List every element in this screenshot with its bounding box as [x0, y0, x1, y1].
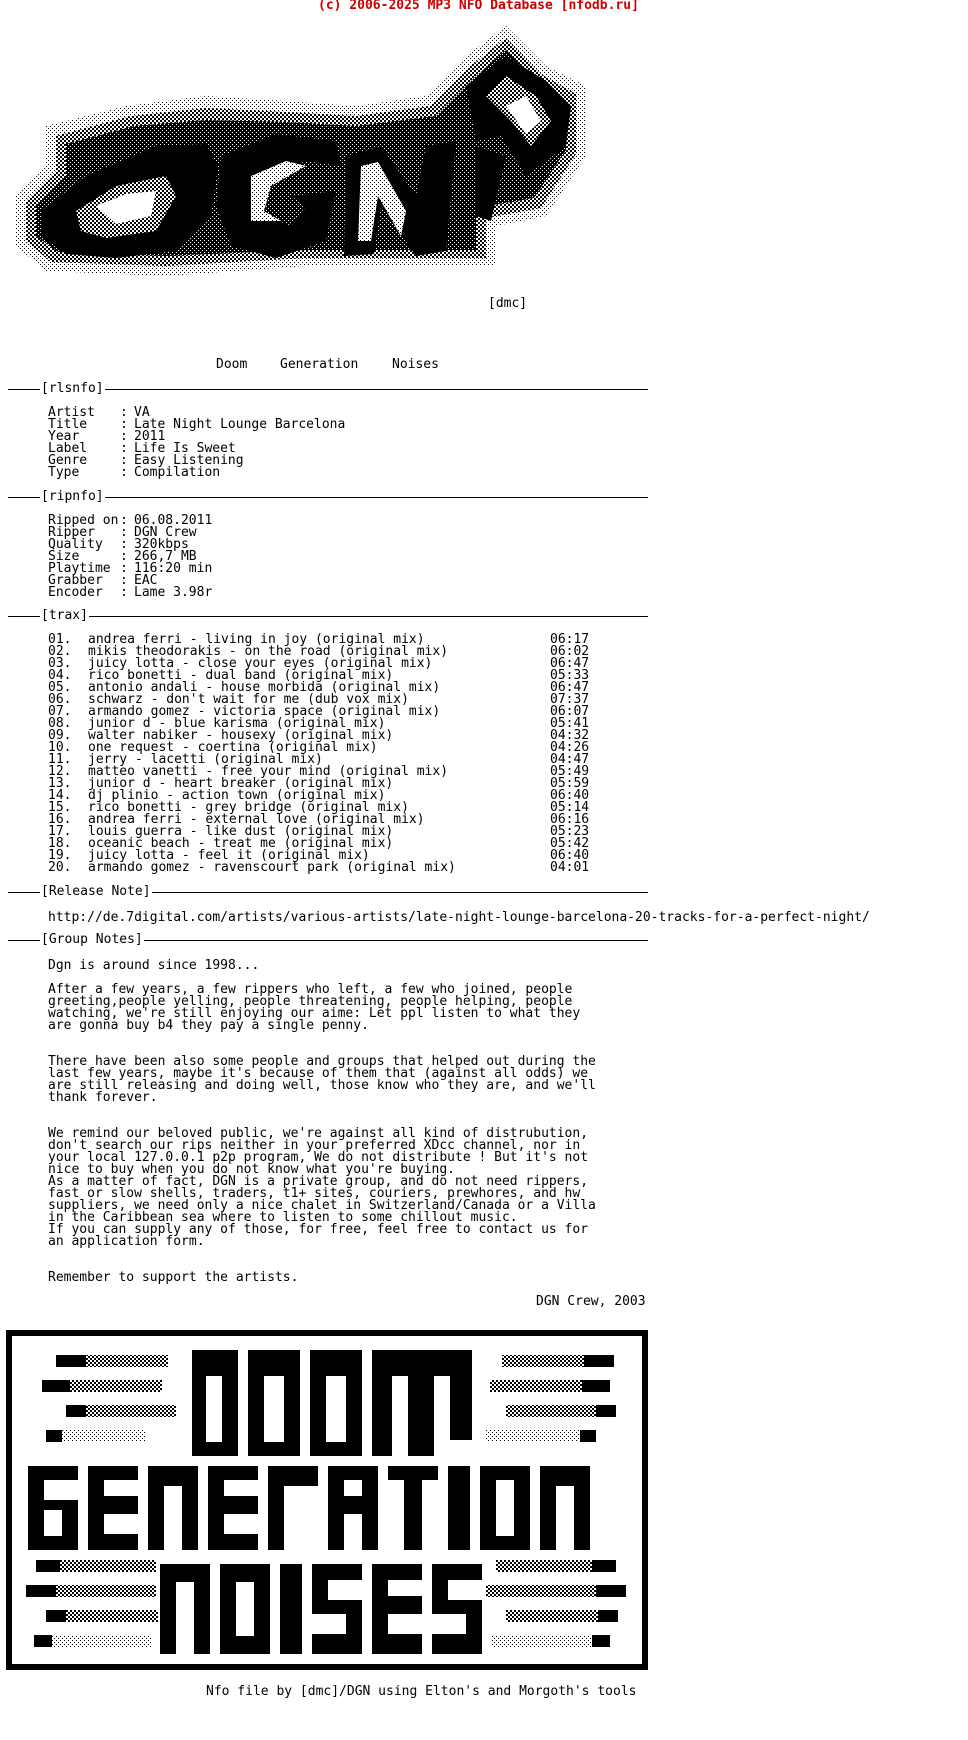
- track-time: 04:32: [550, 728, 590, 743]
- track-title: juicy lotta - close your eyes (original mix): [88, 656, 433, 671]
- dgn-logo-bottom: [6, 1330, 648, 1670]
- footer-credit: Nfo file by [dmc]/DGN using Elton's and Morgoth's tools: [206, 1684, 637, 1699]
- group-notes-line: Dgn is around since 1998...: [48, 958, 260, 973]
- ripnfo-field-key: Playtime: [48, 561, 111, 576]
- track-num: 19.: [48, 848, 72, 863]
- rlsnfo-field-key: Title: [48, 417, 88, 432]
- track-title: armando gomez - victoria space (original mix): [88, 704, 441, 719]
- group-notes-line: There have been also some people and groups that helped out during the: [48, 1054, 596, 1069]
- ripnfo-field-value: DGN Crew: [134, 525, 197, 540]
- track-num: 12.: [48, 764, 72, 779]
- track-title: antonio andali - house morbida (original mix): [88, 680, 441, 695]
- group-notes-line: last few years, maybe it's because of them that (against all odds) we: [48, 1066, 589, 1081]
- group-notes-line: Remember to support the artists.: [48, 1270, 299, 1285]
- track-time: 06:17: [550, 632, 590, 647]
- track-time: 05:59: [550, 776, 590, 791]
- rlsnfo-field-value: Late Night Lounge Barcelona: [134, 417, 346, 432]
- rlsnfo-field-key: Type: [48, 465, 80, 480]
- track-time: 06:47: [550, 656, 590, 671]
- track-title: rico bonetti - grey bridge (original mix): [88, 800, 409, 815]
- bottom-logo-word-generation: [28, 1466, 590, 1550]
- group-notes-line: in the Caribbean sea where to listen to some chillout music.: [48, 1210, 518, 1225]
- rlsnfo-field-separator: :: [120, 405, 128, 420]
- ripnfo-field-value: 266,7 MB: [134, 549, 197, 564]
- group-notes-line: are gonna buy b4 they pay a single penny.: [48, 1018, 369, 1033]
- track-time: 06:40: [550, 788, 590, 803]
- track-num: 01.: [48, 632, 72, 647]
- track-num: 04.: [48, 668, 72, 683]
- track-num: 18.: [48, 836, 72, 851]
- section-rule-trax: [8, 616, 648, 617]
- ripnfo-field-value: 06.08.2011: [134, 513, 213, 528]
- group-notes-line: thank forever.: [48, 1090, 158, 1105]
- rlsnfo-field-value: 2011: [134, 429, 166, 444]
- section-label-release-note: [Release Note]: [41, 884, 151, 899]
- track-title: junior d - blue karisma (original mix): [88, 716, 386, 731]
- copyright-line: (c) 2006-2025 MP3 NFO Database [nfodb.ru]: [318, 0, 639, 13]
- bottom-logo-word-noises: [160, 1564, 482, 1654]
- ripnfo-field-separator: :: [120, 585, 128, 600]
- track-num: 09.: [48, 728, 72, 743]
- track-title: junior d - heart breaker (original mix): [88, 776, 394, 791]
- group-notes-line: don't search our rips neither in your preferred XDcc channel, nor in: [48, 1138, 581, 1153]
- track-time: 07:37: [550, 692, 590, 707]
- track-num: 16.: [48, 812, 72, 827]
- bottom-logo-word-doom: [192, 1350, 472, 1456]
- ripnfo-field-separator: :: [120, 525, 128, 540]
- ripnfo-field-value: Lame 3.98r: [134, 585, 213, 600]
- track-num: 14.: [48, 788, 72, 803]
- group-notes-line: nice to buy when you do not know what you're buying.: [48, 1162, 455, 1177]
- group-title-noises: Noises: [392, 357, 439, 372]
- track-num: 13.: [48, 776, 72, 791]
- ripnfo-field-separator: :: [120, 573, 128, 588]
- dgn-logo-top: [6, 26, 606, 296]
- group-notes-line: greeting,people yelling, people threatening, people helping, people: [48, 994, 573, 1009]
- ripnfo-field-separator: :: [120, 561, 128, 576]
- track-num: 02.: [48, 644, 72, 659]
- section-label-group-notes: [Group Notes]: [41, 932, 143, 947]
- rlsnfo-field-value: Compilation: [134, 465, 221, 480]
- ripnfo-field-separator: :: [120, 549, 128, 564]
- ripnfo-field-separator: :: [120, 537, 128, 552]
- group-notes-line: fast or slow shells, traders, t1+ sites, couriers, prewhores, and hw: [48, 1186, 581, 1201]
- group-title-doom: Doom: [216, 357, 248, 372]
- track-title: matteo vanetti - free your mind (original mix): [88, 764, 449, 779]
- track-time: 04:01: [550, 860, 590, 875]
- rlsnfo-field-key: Genre: [48, 453, 88, 468]
- track-time: 06:40: [550, 848, 590, 863]
- rlsnfo-field-separator: :: [120, 429, 128, 444]
- track-time: 06:16: [550, 812, 590, 827]
- logo-signature: [dmc]: [488, 296, 528, 311]
- track-title: dj plinio - action town (original mix): [88, 788, 386, 803]
- track-num: 15.: [48, 800, 72, 815]
- release-note-url[interactable]: http://de.7digital.com/artists/various-artists/late-night-lounge-barcelona-20-tracks-for-a-perfect-night/: [48, 910, 870, 925]
- track-title: oceanic beach - treat me (original mix): [88, 836, 394, 851]
- ripnfo-field-key: Quality: [48, 537, 103, 552]
- track-title: armando gomez - ravenscourt park (original mix): [88, 860, 456, 875]
- track-title: andrea ferri - living in joy (original mix): [88, 632, 425, 647]
- ripnfo-field-value: 116:20 min: [134, 561, 213, 576]
- section-label-trax: [trax]: [41, 608, 88, 623]
- track-time: 06:47: [550, 680, 590, 695]
- group-notes-line: If you can supply any of those, for free, feel free to contact us for: [48, 1222, 589, 1237]
- track-title: mikis theodorakis - on the road (original mix): [88, 644, 449, 659]
- track-num: 20.: [48, 860, 72, 875]
- group-notes-line: an application form.: [48, 1234, 205, 1249]
- track-time: 05:33: [550, 668, 590, 683]
- track-time: 04:47: [550, 752, 590, 767]
- signoff: DGN Crew, 2003: [536, 1294, 646, 1309]
- track-time: 05:41: [550, 716, 590, 731]
- track-title: schwarz - don't wait for me (dub vox mix): [88, 692, 409, 707]
- rlsnfo-field-separator: :: [120, 441, 128, 456]
- ripnfo-field-key: Ripper: [48, 525, 95, 540]
- ripnfo-field-value: 320kbps: [134, 537, 189, 552]
- section-label-rlsnfo: [rlsnfo]: [41, 381, 104, 396]
- track-title: andrea ferri - external love (original mix): [88, 812, 425, 827]
- track-title: juicy lotta - feel it (original mix): [88, 848, 370, 863]
- track-title: rico bonetti - dual band (original mix): [88, 668, 394, 683]
- ripnfo-field-key: Size: [48, 549, 80, 564]
- group-notes-line: your local 127.0.0.1 p2p program, We do not distribute ! But it's not: [48, 1150, 589, 1165]
- track-num: 05.: [48, 680, 72, 695]
- group-notes-line: As a matter of fact, DGN is a private group, and do not need rippers,: [48, 1174, 589, 1189]
- ripnfo-field-key: Ripped on: [48, 513, 119, 528]
- track-time: 04:26: [550, 740, 590, 755]
- ripnfo-field-key: Encoder: [48, 585, 103, 600]
- group-notes-line: After a few years, a few rippers who left, a few who joined, people: [48, 982, 573, 997]
- rlsnfo-field-key: Artist: [48, 405, 95, 420]
- rlsnfo-field-separator: :: [120, 453, 128, 468]
- track-title: jerry - lacetti (original mix): [88, 752, 323, 767]
- group-notes-line: are still releasing and doing well, those know who they are, and we'll: [48, 1078, 596, 1093]
- track-time: 05:14: [550, 800, 590, 815]
- track-num: 10.: [48, 740, 72, 755]
- track-num: 03.: [48, 656, 72, 671]
- ripnfo-field-separator: :: [120, 513, 128, 528]
- rlsnfo-field-key: Year: [48, 429, 80, 444]
- track-num: 07.: [48, 704, 72, 719]
- section-label-ripnfo: [ripnfo]: [41, 489, 104, 504]
- rlsnfo-field-key: Label: [48, 441, 88, 456]
- track-time: 06:07: [550, 704, 590, 719]
- track-num: 08.: [48, 716, 72, 731]
- track-title: one request - coertina (original mix): [88, 740, 378, 755]
- track-num: 17.: [48, 824, 72, 839]
- rlsnfo-field-value: Easy Listening: [134, 453, 244, 468]
- ripnfo-field-key: Grabber: [48, 573, 103, 588]
- track-num: 06.: [48, 692, 72, 707]
- group-title-generation: Generation: [280, 357, 359, 372]
- group-notes-line: suppliers, we need only a nice chalet in Switzerland/Canada or a Villa: [48, 1198, 596, 1213]
- group-notes-line: We remind our beloved public, we're against all kind of distrubution,: [48, 1126, 589, 1141]
- rlsnfo-field-separator: :: [120, 417, 128, 432]
- track-time: 06:02: [550, 644, 590, 659]
- track-title: louis guerra - like dust (original mix): [88, 824, 394, 839]
- track-time: 05:23: [550, 824, 590, 839]
- track-time: 05:49: [550, 764, 590, 779]
- ripnfo-field-value: EAC: [134, 573, 158, 588]
- track-num: 11.: [48, 752, 72, 767]
- rlsnfo-field-value: VA: [134, 405, 150, 420]
- rlsnfo-field-separator: :: [120, 465, 128, 480]
- track-title: walter nabiker - housexy (original mix): [88, 728, 394, 743]
- rlsnfo-field-value: Life Is Sweet: [134, 441, 236, 456]
- group-notes-line: watching, we're still enjoying our aime: Let ppl listen to what they: [48, 1006, 581, 1021]
- track-time: 05:42: [550, 836, 590, 851]
